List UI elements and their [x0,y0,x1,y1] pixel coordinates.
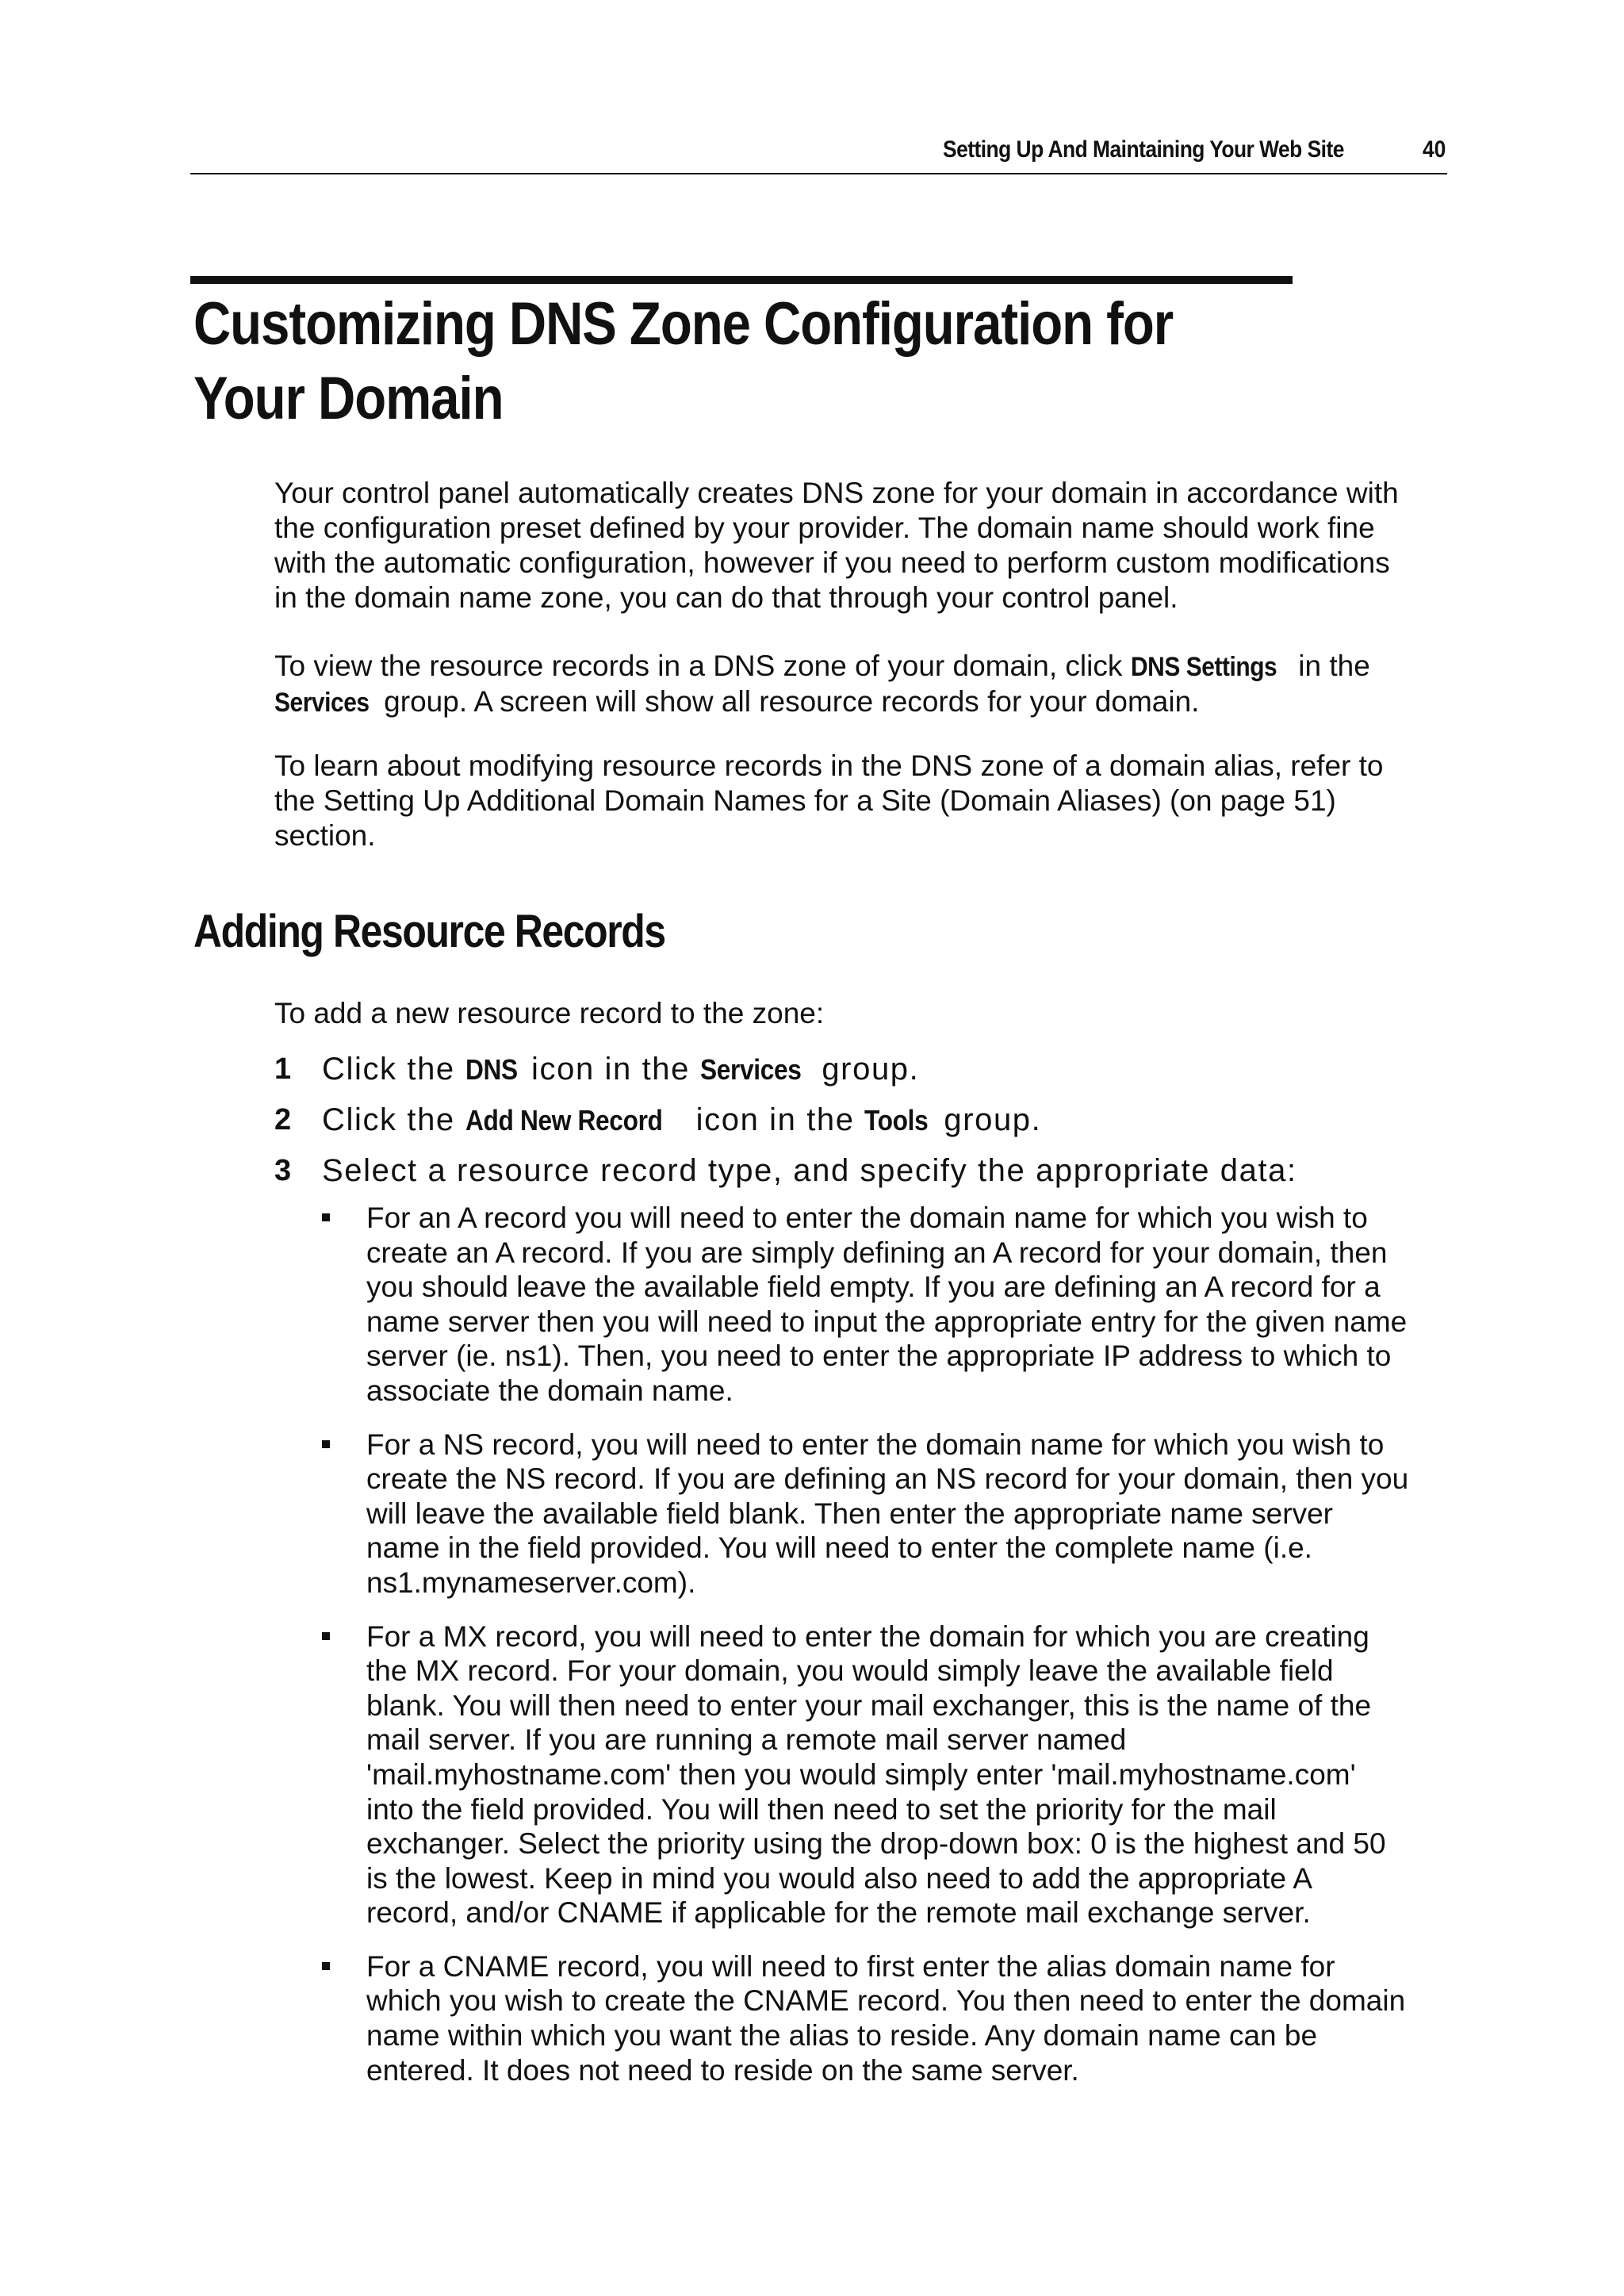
list-item [274,1201,1448,1409]
text-line: server (ie. ns1). Then, you need to enter the appropriate IP address to which to [366,1340,1392,1373]
list-item [274,1949,1448,2087]
step-number: 1 [274,1052,292,1086]
text-line: the Setting Up Additional Domain Names for a Site (Domain Aliases) (on page 51) [274,784,1336,817]
text-line: entered. It does not need to reside on the same server. [366,2053,1079,2087]
intro-paragraph-3 [274,749,1448,853]
text-line: exchanger. Select the priority using the drop-down box: 0 is the highest and 50 [366,1827,1386,1861]
text-run: Click the [322,1102,465,1137]
text-line: associate the domain name. [366,1374,733,1407]
step-number: 3 [274,1154,292,1187]
text-line: will leave the available field blank. Then enter the appropriate name server [366,1497,1333,1530]
text-line: name server then you will need to input the appropriate entry for the given name [366,1305,1408,1338]
step-text [322,1099,1041,1141]
text-line: create an A record. If you are simply defining an A record for your domain, then [366,1236,1388,1269]
text-line: in the domain name zone, you can do that through your control panel. [274,581,1178,614]
step-text [322,1048,919,1091]
text-line: For a NS record, you will need to enter the domain name for which you wish to [366,1428,1385,1461]
text-line: To learn about modifying resource records in the DNS zone of a domain alias, refer to [274,749,1384,782]
text-run: group. [933,1102,1042,1137]
step-item [274,1150,1448,1201]
text-line: you should leave the available field empty. If you are defining an A record for a [366,1271,1381,1304]
text-line [274,649,1448,684]
text-line: with the automatic configuration, however if you need to perform custom modifications [274,546,1390,579]
ui-term-services: Services [699,1053,802,1086]
text-line: name in the field provided. You will need to enter the complete name (i.e. [366,1531,1312,1565]
title-rule [190,276,1293,284]
bullet-square-icon [322,1440,330,1448]
step-item [274,1099,1448,1150]
bullet-square-icon [322,1632,330,1640]
text-line: ns1.mynameserver.com). [366,1566,696,1599]
text-run: group. [811,1052,920,1087]
list-item [274,1428,1448,1600]
list-item [274,1619,1448,1930]
ui-term-services: Services [274,688,370,718]
page-title-line-2: Your Domain [193,365,504,432]
intro-paragraph-1 [274,476,1448,615]
text-run: group. A screen will show all resource records for your domain. [375,685,1200,718]
bullet-square-icon [322,1213,330,1221]
page-title-line-1: Customizing DNS Zone Configuration for [193,290,1174,358]
text-line: mail server. If you are running a remote mail server named [366,1723,1127,1757]
step-text: Select a resource record type, and specify the appropriate data: [322,1153,1297,1188]
running-header [190,132,1447,174]
ui-term-dns-settings: DNS Settings [1130,652,1277,682]
text-line: create the NS record. If you are defining an NS record for your domain, then you [366,1462,1409,1496]
step-number: 2 [274,1103,292,1137]
text-line: record, and/or CNAME if applicable for the remote mail exchange server. [366,1896,1311,1930]
text-line: For an A record you will need to enter the domain name for which you wish to [366,1202,1368,1234]
section-lead: To add a new resource record to the zone: [274,997,825,1029]
bullet-square-icon [322,1962,330,1970]
text-line: For a CNAME record, you will need to first enter the alias domain name for [366,1949,1335,1983]
text-line: the configuration preset defined by your provider. The domain name should work fine [274,512,1375,544]
text-line: Your control panel automatically creates DNS zone for your domain in accordance with [274,477,1399,509]
steps-list [274,1048,1448,1201]
step-item [274,1048,1448,1099]
text-run: icon in the [685,1102,865,1137]
text-run: icon in the [521,1052,700,1087]
text-line: section. [274,819,376,852]
running-title: Setting Up And Maintaining Your Web Site [943,136,1344,163]
text-line: the MX record. For your domain, you would simply leave the available field [366,1654,1334,1688]
section-heading: Adding Resource Records [193,906,665,957]
text-line: 'mail.myhostname.com' then you would simply enter 'mail.myhostname.com' [366,1757,1356,1791]
text-run: Click the [322,1052,465,1087]
text-run: To view the resource records in a DNS zone of your domain, click [274,650,1131,682]
ui-term-tools: Tools [864,1104,929,1137]
text-line: which you wish to create the CNAME record. You then need to enter the domain [366,1984,1406,2018]
text-line: blank. You will then need to enter your mail exchanger, this is the name of the [366,1688,1372,1722]
text-line: into the field provided. You will then need to set the priority for the mail [366,1792,1277,1826]
text-line: For a MX record, you will need to enter the domain for which you are creating [366,1619,1369,1653]
record-types-list [274,1201,1448,2106]
page-number: 40 [1422,136,1446,163]
text-line: name within which you want the alias to reside. Any domain name can be [366,2019,1318,2053]
text-line: is the lowest. Keep in mind you would also need to add the appropriate A [366,1861,1312,1895]
intro-paragraph-2 [274,649,1448,720]
ui-term-dns: DNS [465,1053,518,1086]
page-title [193,287,1173,436]
ui-term-add-new-record: Add New Record [465,1104,663,1137]
text-run: in the [1290,650,1370,682]
text-line [274,684,1448,720]
